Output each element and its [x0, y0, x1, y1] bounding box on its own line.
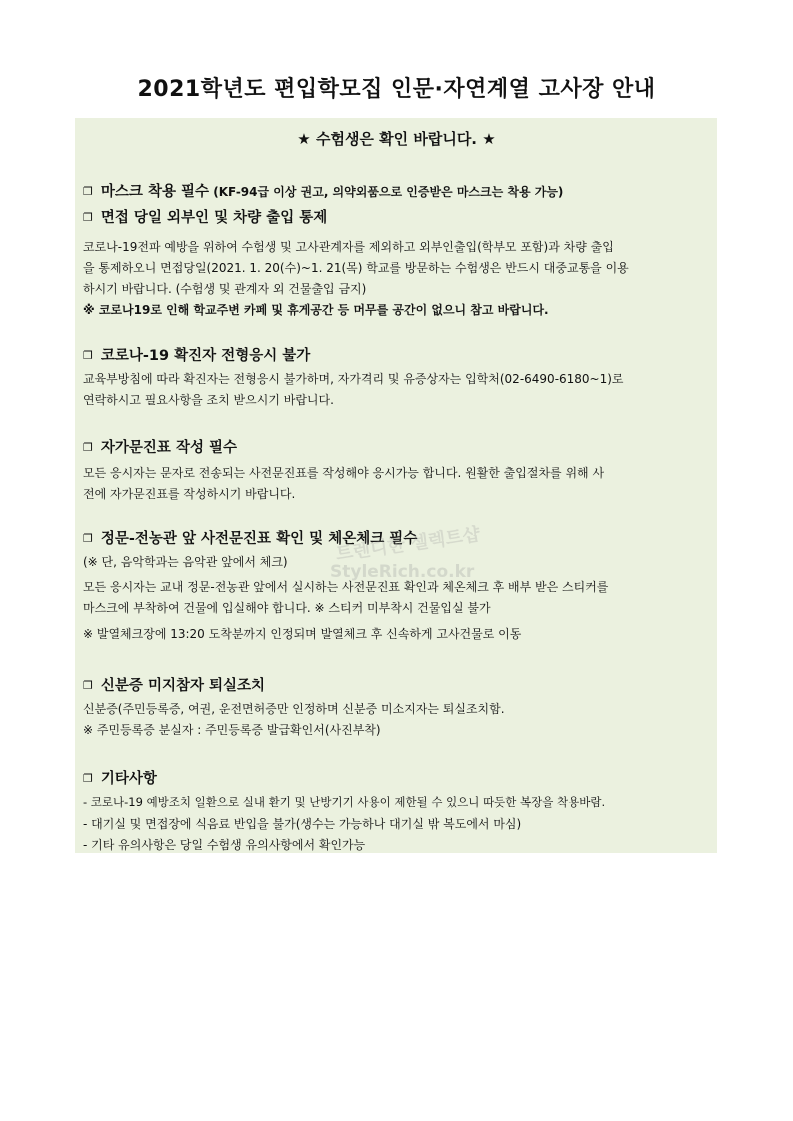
section-body-line: 연락하시고 필요사항을 조치 받으시기 바랍니다. — [83, 393, 334, 407]
section-body-line: - 코로나-19 예방조치 일환으로 실내 환기 및 난방기기 사용이 제한될 수 있으니 따듯한 복장을 착용바람. — [83, 795, 606, 809]
checkbox-bullet-icon: ❐ — [83, 441, 93, 454]
checkbox-bullet-icon: ❐ — [83, 211, 93, 224]
section-heading-outsider-control — [83, 206, 711, 227]
watermark-text: 트렌디한 셀렉트샵 — [334, 523, 482, 565]
section-body-line: - 대기실 및 면접장에 식음료 반입을 불가(생수는 가능하나 대기실 밖 복도에서 마심) — [83, 817, 522, 831]
section-heading-note: (KF-94급 이상 권고, 의약외품으로 인증받은 마스크는 착용 가능) — [209, 185, 564, 199]
section-body-line: 코로나-19전파 예방을 위하여 수험생 및 고사관계자를 제외하고 외부인출입(학부모 포함)과 차량 출입 — [83, 240, 614, 254]
notice-header: ★ 수험생은 확인 바랍니다. ★ — [297, 130, 496, 148]
section-body-line: ※ 주민등록증 분실자 : 주민등록증 발급확인서(사진부착) — [83, 723, 381, 737]
checkbox-bullet-icon: ❐ — [83, 349, 93, 362]
checkbox-bullet-icon: ❐ — [83, 532, 93, 545]
section-body-line: (※ 단, 음악학과는 음악관 앞에서 체크) — [83, 555, 288, 569]
section-body-line: 교육부방침에 따라 확진자는 전형응시 불가하며, 자가격리 및 유증상자는 입학처(02-6490-6180~1)로 — [83, 372, 624, 386]
section-note-bold: ※ 코로나19로 인해 학교주변 카페 및 휴게공간 등 머무를 공간이 없으니 참고 바랍니다. — [83, 303, 549, 317]
section-heading-text: 정문-전농관 앞 사전문진표 확인 및 체온체크 필수 — [100, 531, 418, 547]
section-heading-mask — [83, 180, 711, 201]
section-body-line: 모든 응시자는 교내 정문-전농관 앞에서 실시하는 사전문진표 확인과 체온체크 후 배부 받은 스티커를 — [83, 580, 609, 594]
section-body-line: 모든 응시자는 문자로 전송되는 사전문진표를 작성해야 응시가능 합니다. 원활한 출입절차를 위해 사 — [83, 466, 605, 480]
section-body-line: 을 통제하오니 면접당일(2021. 1. 20(수)~1. 21(목) 학교를 방문하는 수험생은 반드시 대중교통을 이용 — [83, 261, 629, 275]
section-body-line: 전에 자가문진표를 작성하시기 바랍니다. — [83, 487, 296, 501]
section-heading-id-card — [83, 674, 711, 695]
section-heading-text: 코로나-19 확진자 전형응시 불가 — [100, 348, 311, 364]
watermark-url: StyleRich.co.kr — [330, 562, 475, 582]
checkbox-bullet-icon: ❐ — [83, 772, 93, 785]
page-title: 2021학년도 편입학모집 인문·자연계열 고사장 안내 — [137, 77, 656, 102]
section-heading-text: 면접 당일 외부인 및 차량 출입 통제 — [100, 210, 328, 226]
section-body-line: 하시기 바랍니다. (수험생 및 관계자 외 건물출입 금지) — [83, 282, 367, 296]
section-heading-self-questionnaire — [83, 436, 711, 457]
section-heading-text: 마스크 착용 필수 — [100, 184, 210, 200]
checkbox-bullet-icon: ❐ — [83, 185, 93, 198]
section-body-line: 신분증(주민등록증, 여권, 운전면허증만 인정하며 신분증 미소지자는 퇴실조치함. — [83, 702, 505, 716]
section-heading-text: 신분증 미지참자 퇴실조치 — [100, 678, 266, 694]
section-body-line: 마스크에 부착하여 건물에 입실해야 합니다. ※ 스티커 미부착시 건물입실 불가 — [83, 601, 491, 615]
section-body-line: - 기타 유의사항은 당일 수험생 유의사항에서 확인가능 — [83, 838, 366, 852]
section-heading-confirmed-cases — [83, 344, 711, 365]
section-heading-text: 자가문진표 작성 필수 — [100, 440, 238, 456]
checkbox-bullet-icon: ❐ — [83, 679, 93, 692]
section-body-line: ※ 발열체크장에 13:20 도착분까지 인정되며 발열체크 후 신속하게 고사건물로 이동 — [83, 627, 522, 641]
section-heading-misc — [83, 767, 711, 788]
section-heading-text: 기타사항 — [100, 771, 157, 787]
notice-content — [75, 0, 717, 1121]
